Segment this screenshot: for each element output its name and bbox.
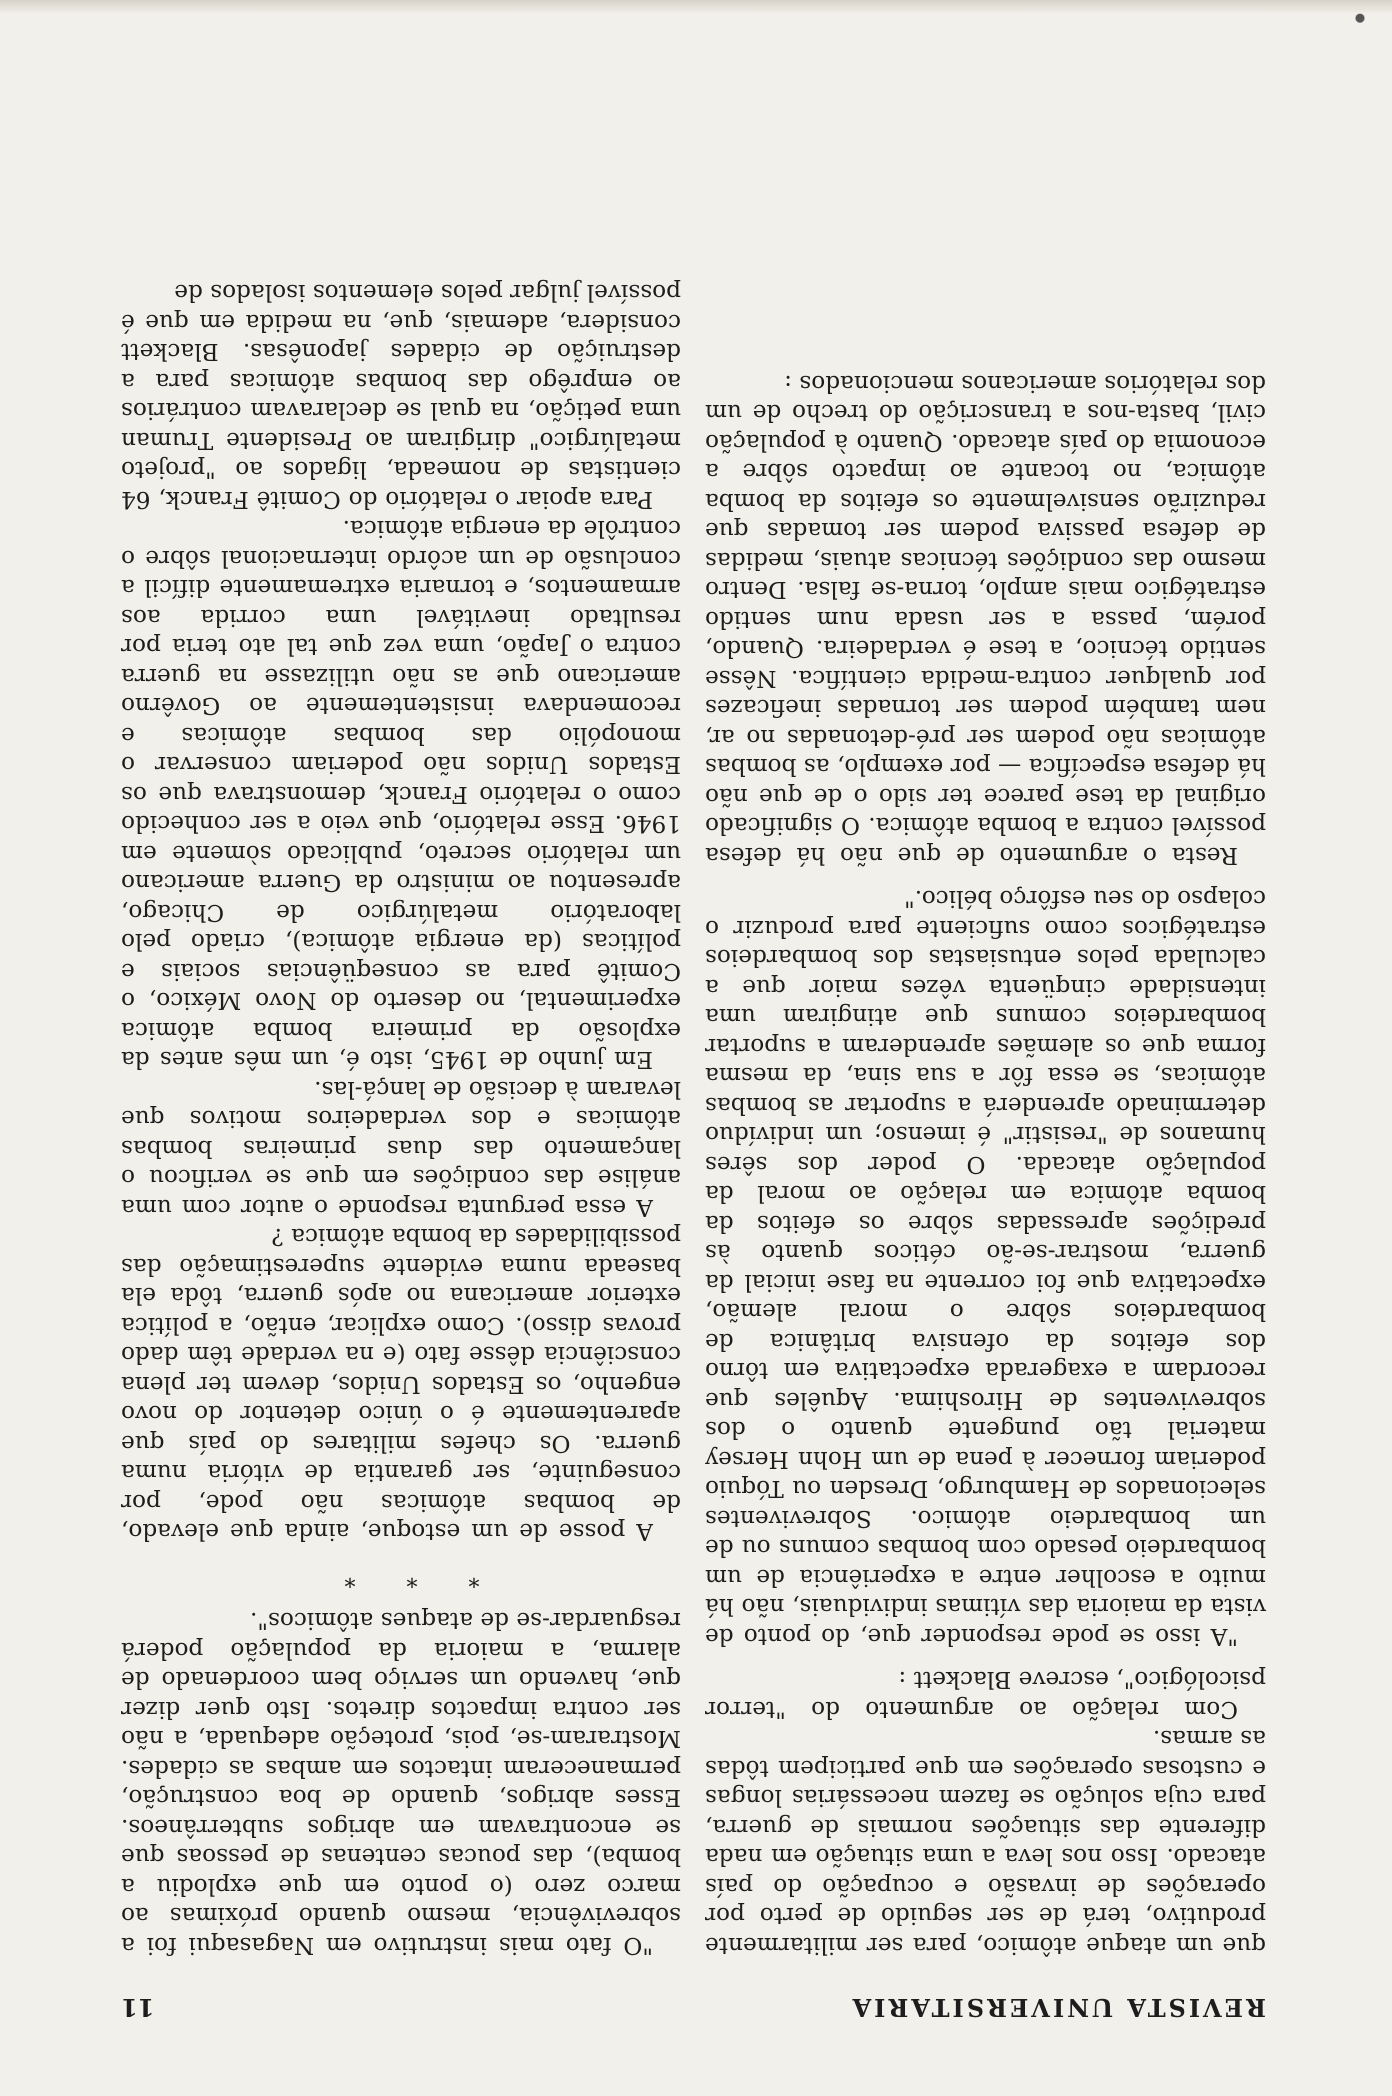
paragraph: que um ataque atômico, para ser militarmente produtivo, terá de ser seguido de perto por operações de invasão e ocupação do país atacado. Isso nos leva a uma situação em nada diferente das situações normais de guerra, para cuja solução se fazem necessárias longas e custosas operações em que participem tôdas as armas. [705,1725,1266,1959]
scan-speck [1352,0,1392,26]
section-separator: * * * [322,1565,480,1590]
blockquote: "O fato mais instrutivo em Nagasaqui foi a sobrevivência, mesmo quando próximas ao marco zero (o ponto em que explodiu a bomba), das poucas centenas de pessoas que se encontravam em abrigos subterrâneos. Esses abrigos, quando de boa construção, permaneceram intactos em ambas as cidades. Mostraram-se, pois, proteção adequada, a não ser contra impactos diretos. Isto quer dizer que, havendo um serviço bem coordenado de alarma, a maioria da população poderá resguardar-se de ataques atômicos". [121,1607,681,1959]
paragraph: A posse de um estoque, ainda que elevado, de bombas atômicas não pode, por conseguinte, ser garantia de vitória numa guerra. Os chefes militares do país que aparentemente é o único detentor do novo engenho, os Estados Unidos, devem ter plena consciência dêsse fato (e na verdade têm dado provas disso). Como explicar, então, a política exterior americana no após guerra, tôda ela baseada numa evidente superestimação das possibilidades da bomba atômica ? [121,1223,681,1546]
page-number: 11 [121,1993,155,2023]
right-column [121,278,681,1960]
paragraph: Em junho de 1945, isto é, um mês antes da explosão da primeira bomba atômica experimental, no deserto do Novo México, o Comitê para as conseqüências sociais e políticas (da energia atômica), criado pelo laboratório metalúrgico de Chicago, apresentou ao ministro da Guerra americano um relatório secreto, publicado sòmente em 1946. Esse relatório, que veio a ser conhecido como o relatório Franck, demonstrava que os Estados Unidos não poderiam conservar o monopólio das bombas atômicas e recomendava insistentemente ao Govêrno americano que as não utilizasse na guerra contra o Japão, uma vez que tal ato teria por resultado inevitável uma corrida aos armamentos, e tornaria extremamente difícil a conclusão de um acôrdo internacional sôbre o contrôle da energia atômica. [121,515,681,1074]
blockquote: "A isso se pode responder que, do ponto de vista da maioria das vítimas individuais, não há muito a escolher entre a experiência de um bombardeio pesado com bombas comuns ou de um bombardeio atômico. Sobreviventes selecionados de Hamburgo, Dresden ou Tóquio poderiam fornecer à pena de um Hohn Hersey material tão pungente quanto o dos sobreviventes de Hiroshima. Aquêles que recordam a exagerada expectativa em tôrno dos efeitos da ofensiva britânica de bombardeios sôbre o moral alemão, expectativa que foi corrente na fase inicial da guerra, mostrar-se-ão céticos quanto às predições apressadas sôbre os efeitos da bomba atômica em relação ao moral da população atacada. O poder dos sêres humanos de "resistir" é imenso; um indivíduo determinado aprenderá a suportar as bombas atômicas, se essa fôr a sua sina, da mesma forma que os alemães aprenderam a suportar bombardeios comuns que atingiram uma intensidade cinqüenta vêzes maior que a calculada pelos entusiastas dos bombardeios estratégicos como suficiente para produzir o colapso do seu esfôrço bélico." [705,885,1266,1650]
paragraph: Resta o argumento de que não há defesa possível contra a bomba atômica. O significado original da tese parece ter sido o de que não há defesa específica — por exemplo, as bombas atômicas não podem ser pré-detonadas no ar, nem também podem ser tornadas ineficazes por qualquer contra-medida científica. Nêsse sentido técnico, a tese é verdadeira. Quando, porém, passa a ser usada num sentido estratégico mais amplo, torna-se falsa. Dentro mesmo das condições técnicas atuais, medidas de defesa passiva podem ser tomadas que reduzirão sensivelmente os efeitos da bomba atômica, no tocante ao impacto sôbre a economia do país atacado. Quanto à população civil, basta-nos a transcrição do trecho de um dos relatórios americanos mencionados : [705,370,1266,869]
running-header [121,1988,1266,2028]
page-edge [0,0,1392,14]
paragraph: A essa pergunta responde o autor com uma análise das condições em que se verificou o lançamento das duas primeiras bombas atômicas e dos verdadeiros motivos que levaram à decisão de lançá-las. [121,1076,681,1221]
journal-title: REVISTA UNIVERSITARIA [849,1993,1266,2023]
paragraph: Com relação ao argumento do "terror psicológico", escreve Blackett : [705,1666,1266,1723]
paragraph: Para apoiar o relatório do Comitê Franck, 64 cientistas de nomeada, ligados ao "projeto metalúrgico" dirigiram ao Presidente Truman uma petição, na qual se declaravam contrários ao emprêgo das bombas atômicas para a destruição de cidades japonêsas. Blackett considera, ademais, que, na medida em que é possível julgar pelos elementos isolados de [121,279,681,513]
left-column [705,369,1266,1961]
